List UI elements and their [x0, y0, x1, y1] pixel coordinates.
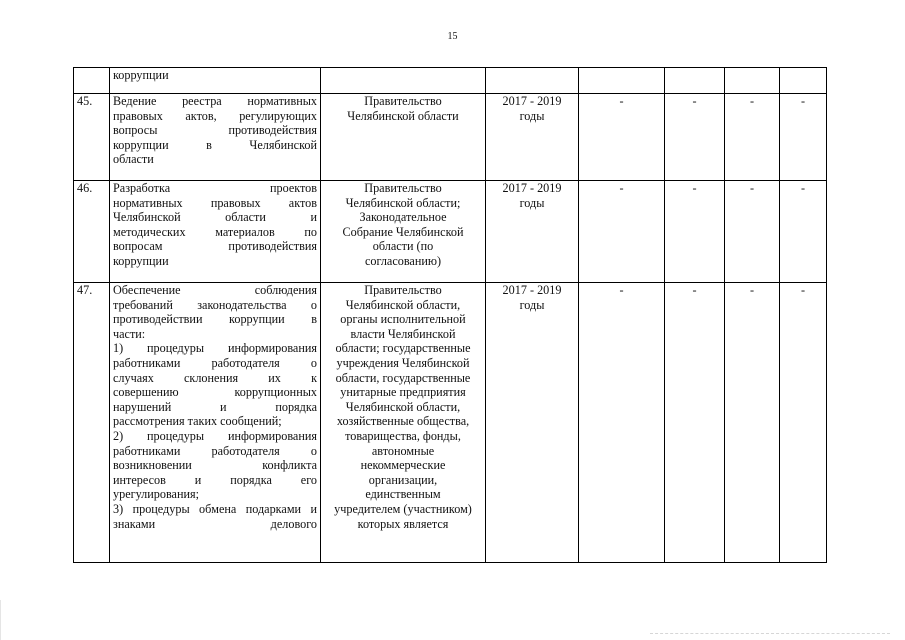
period	[486, 181, 579, 283]
description-line: правовых актов, регулирующих	[113, 108, 317, 123]
period	[486, 94, 579, 181]
executor-line: организации,	[368, 472, 438, 487]
executor-line: хозяйственные общества,	[336, 414, 470, 429]
page-number: 15	[447, 31, 458, 42]
executor-line: Правительство	[364, 181, 442, 195]
description-line: 1) процедуры информирования	[113, 341, 317, 356]
description-line: Разработка проектов	[113, 181, 317, 195]
funding-cell: -	[665, 181, 725, 283]
funding-cell: -	[579, 283, 665, 563]
description-line: 2) процедуры информирования	[113, 428, 317, 443]
row-number	[74, 68, 110, 94]
period-line: 2017 - 2019	[502, 94, 562, 108]
description-line: 3) процедуры обмена подарками и	[113, 501, 317, 516]
description-line: урегулирования;	[113, 487, 199, 502]
executor-line: власти Челябинской	[350, 326, 456, 341]
period	[486, 283, 579, 563]
executor-line: некоммерческие	[360, 458, 446, 473]
measure-description	[110, 68, 321, 94]
executor-line: Челябинской области;	[345, 195, 461, 210]
funding-cell	[780, 68, 827, 94]
description-line: коррупции	[113, 68, 169, 82]
row-number: 47.	[74, 283, 110, 563]
measure-description	[110, 94, 321, 181]
description-line: методических материалов по	[113, 224, 317, 239]
description-line: области	[113, 152, 154, 167]
description-line: работниками работодателя о	[113, 443, 317, 458]
executor-line: Челябинской области	[347, 108, 459, 123]
funding-cell: -	[665, 283, 725, 563]
executor-line: Правительство	[364, 283, 442, 297]
executor-line: области (по	[372, 239, 434, 254]
description-line: случаях склонения их к	[113, 370, 317, 385]
period-line: 2017 - 2019	[502, 181, 562, 195]
executor-line: Челябинской области,	[345, 399, 461, 414]
description-line: интересов и порядка его	[113, 472, 317, 487]
period-line: годы	[519, 108, 545, 123]
executor	[321, 181, 486, 283]
period-line: годы	[519, 297, 545, 312]
executor	[321, 94, 486, 181]
executor-line: Челябинской области,	[345, 297, 461, 312]
measures-table	[73, 67, 827, 563]
description-line: противодействии коррупции в	[113, 312, 317, 327]
executor-line: Правительство	[364, 94, 442, 108]
description-line: Обеспечение соблюдения	[113, 283, 317, 297]
funding-cell: -	[579, 94, 665, 181]
description-line: возникновении конфликта	[113, 458, 317, 473]
description-line: знаками делового	[113, 516, 317, 531]
executor-line: Законодательное	[359, 210, 447, 225]
measure-description	[110, 283, 321, 563]
description-line: вопросы противодействия	[113, 123, 317, 138]
funding-cell	[725, 68, 780, 94]
period-line: 2017 - 2019	[502, 283, 562, 297]
executor-line: согласованию)	[364, 253, 442, 268]
executor	[321, 68, 486, 94]
description-line: части:	[113, 326, 146, 341]
row-number: 46.	[74, 181, 110, 283]
period	[486, 68, 579, 94]
description-line: требований законодательства о	[113, 297, 317, 312]
period-line: годы	[519, 195, 545, 210]
description-line: совершению коррупционных	[113, 385, 317, 400]
description-line: работниками работодателя о	[113, 355, 317, 370]
description-line: рассмотрения таких сообщений;	[113, 414, 282, 429]
description-line: Челябинской области и	[113, 210, 317, 225]
funding-cell: -	[725, 94, 780, 181]
scan-edge	[0, 600, 5, 640]
table-row	[74, 68, 827, 94]
description-line: нормативных правовых актов	[113, 195, 317, 210]
description-line: вопросам противодействия	[113, 239, 317, 254]
funding-cell: -	[780, 283, 827, 563]
executor-line: унитарные предприятия	[340, 385, 466, 400]
table-row	[74, 94, 827, 181]
funding-cell: -	[665, 94, 725, 181]
funding-cell: -	[579, 181, 665, 283]
executor-line: товарищества, фонды,	[345, 428, 461, 443]
funding-cell: -	[780, 94, 827, 181]
executor-line: автономные	[371, 443, 435, 458]
description-line: Ведение реестра нормативных	[113, 94, 317, 108]
funding-cell: -	[725, 283, 780, 563]
table-row	[74, 181, 827, 283]
executor-line: учреждения Челябинской	[336, 355, 470, 370]
scan-artifact	[650, 633, 890, 638]
funding-cell: -	[780, 181, 827, 283]
executor-line: органы исполнительной	[340, 312, 466, 327]
funding-cell: -	[725, 181, 780, 283]
executor-line: единственным	[365, 487, 441, 502]
measure-description	[110, 181, 321, 283]
executor-line: области; государственные	[335, 341, 471, 356]
table-row	[74, 283, 827, 563]
funding-cell	[665, 68, 725, 94]
row-number: 45.	[74, 94, 110, 181]
description-line: коррупции в Челябинской	[113, 137, 317, 152]
executor-line: Собрание Челябинской	[342, 224, 464, 239]
description-line: коррупции	[113, 253, 169, 268]
executor	[321, 283, 486, 563]
table-body	[74, 68, 827, 563]
funding-cell	[579, 68, 665, 94]
executor-line: учредителем (участником)	[334, 501, 472, 516]
description-line: нарушений и порядка	[113, 399, 317, 414]
executor-line: области, государственные	[335, 370, 471, 385]
executor-line: которых является	[357, 516, 449, 531]
